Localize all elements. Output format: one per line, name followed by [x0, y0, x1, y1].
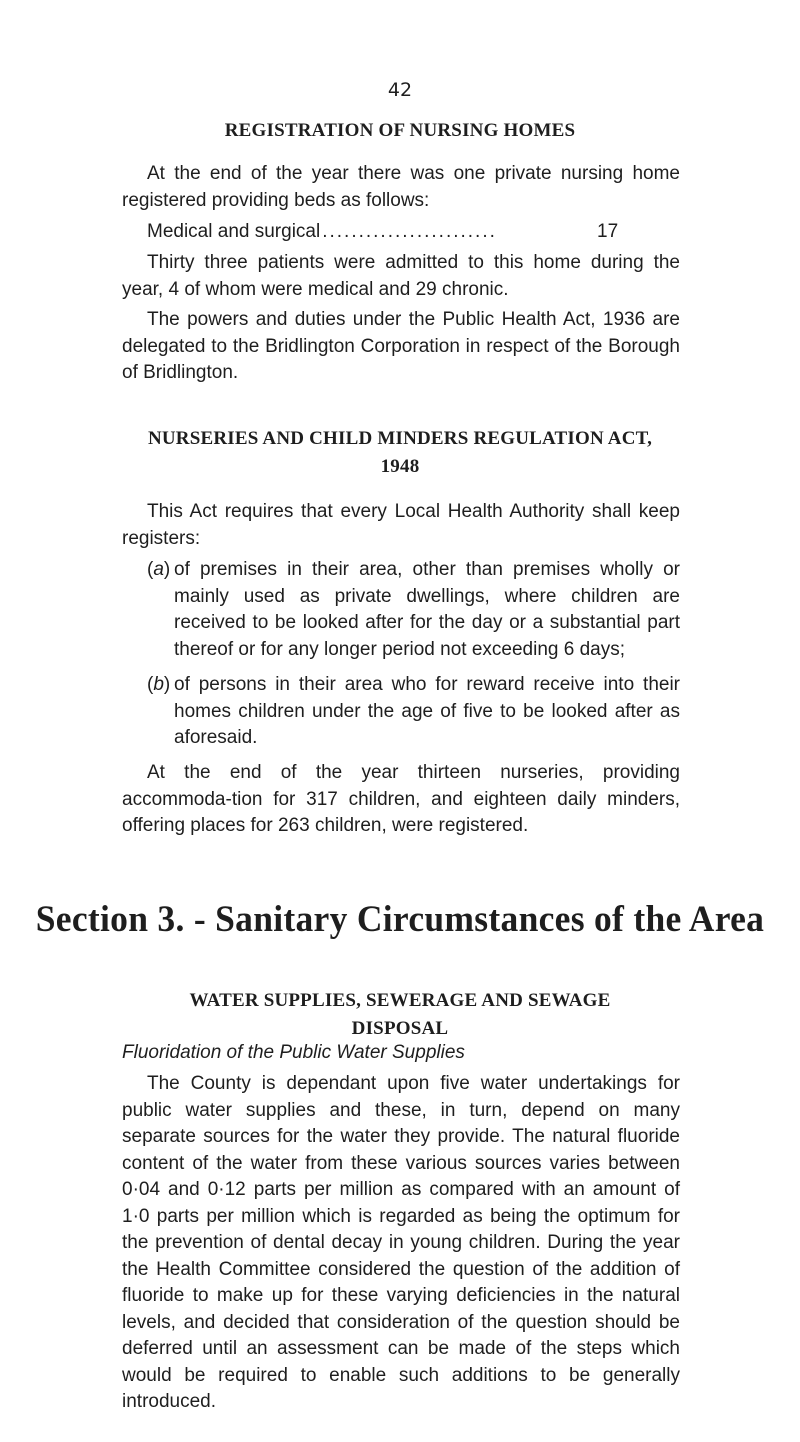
list-item-text: of premises in their area, other than premises wholly or mainly used as private dwellings, where children are received to be looked after for the day or a substantial part thereof or for any longer period not exceeding 6 days; — [174, 559, 680, 660]
list-item — [147, 672, 680, 752]
nurseries-heading-line2: 1948 — [380, 456, 420, 477]
fluoridation-subheading: Fluoridation of the Public Water Supplies — [122, 1042, 465, 1063]
water-heading-line1: WATER SUPPLIES, SEWERAGE AND SEWAGE — [189, 990, 611, 1011]
admissions-text: Thirty three patients were admitted to this home during the year, 4 of whom were medical and 29 chronic. — [122, 252, 680, 300]
list-item — [147, 557, 680, 663]
admissions-paragraph — [122, 250, 680, 303]
section-title: Section 3. - Sanitary Circumstances of the Area — [35, 899, 765, 940]
nursing-homes-heading: REGISTRATION OF NURSING HOMES — [224, 120, 576, 141]
beds-label: Medical and surgical — [147, 221, 321, 242]
water-heading — [110, 987, 690, 1043]
list-marker-b: (b) — [147, 674, 171, 695]
beds-leader: ........................ — [322, 221, 497, 242]
powers-text: The powers and duties under the Public Health Act, 1936 are delegated to the Bridlington Corporation in respect of the Borough of Bridlington. — [122, 309, 680, 383]
powers-paragraph — [122, 307, 680, 387]
water-heading-line2: DISPOSAL — [351, 1018, 449, 1039]
nurseries-intro-text: This Act requires that every Local Health Authority shall keep registers: — [122, 501, 680, 549]
list-item-text: of persons in their area who for reward receive into their homes children under the age of five to be looked after as aforesaid. — [174, 674, 680, 748]
list-marker-a: (a) — [147, 559, 171, 580]
beds-line — [147, 219, 617, 246]
beds-value: 17 — [597, 221, 619, 242]
nurseries-heading — [110, 425, 690, 481]
page-number: 42 — [387, 79, 413, 101]
fluoridation-text: The County is dependant upon five water undertakings for public water supplies and these, in turn, depend on many separate sources for the water they provide. The natural fluoride content of the water from these various sources varies between 0·04 and 0·12 parts per million as compared with an amount of 1·0 parts per million which is regarded as being the optimum for the prevention of dental decay in young children. During the year the Health Committee considered the question of the addition of fluoride to make up for these varying deficiencies in the natural levels, and decided that consideration of the question should be deferred until an assessment can be made of the steps which would be required to enable such additions to be generally introduced. — [122, 1073, 680, 1412]
fluoridation-paragraph — [122, 1071, 680, 1416]
nursing-homes-intro-text: At the end of the year there was one private nursing home registered providing beds as follows: — [122, 163, 680, 211]
nurseries-summary — [122, 760, 680, 840]
nursing-homes-intro — [122, 161, 680, 214]
nurseries-heading-line1: NURSERIES AND CHILD MINDERS REGULATION ACT, — [147, 428, 653, 449]
nurseries-intro — [122, 499, 680, 552]
nurseries-summary-text: At the end of the year thirteen nurseries, providing accommoda-tion for 317 children, and eighteen daily minders, offering places for 263 children, were registered. — [122, 762, 680, 836]
